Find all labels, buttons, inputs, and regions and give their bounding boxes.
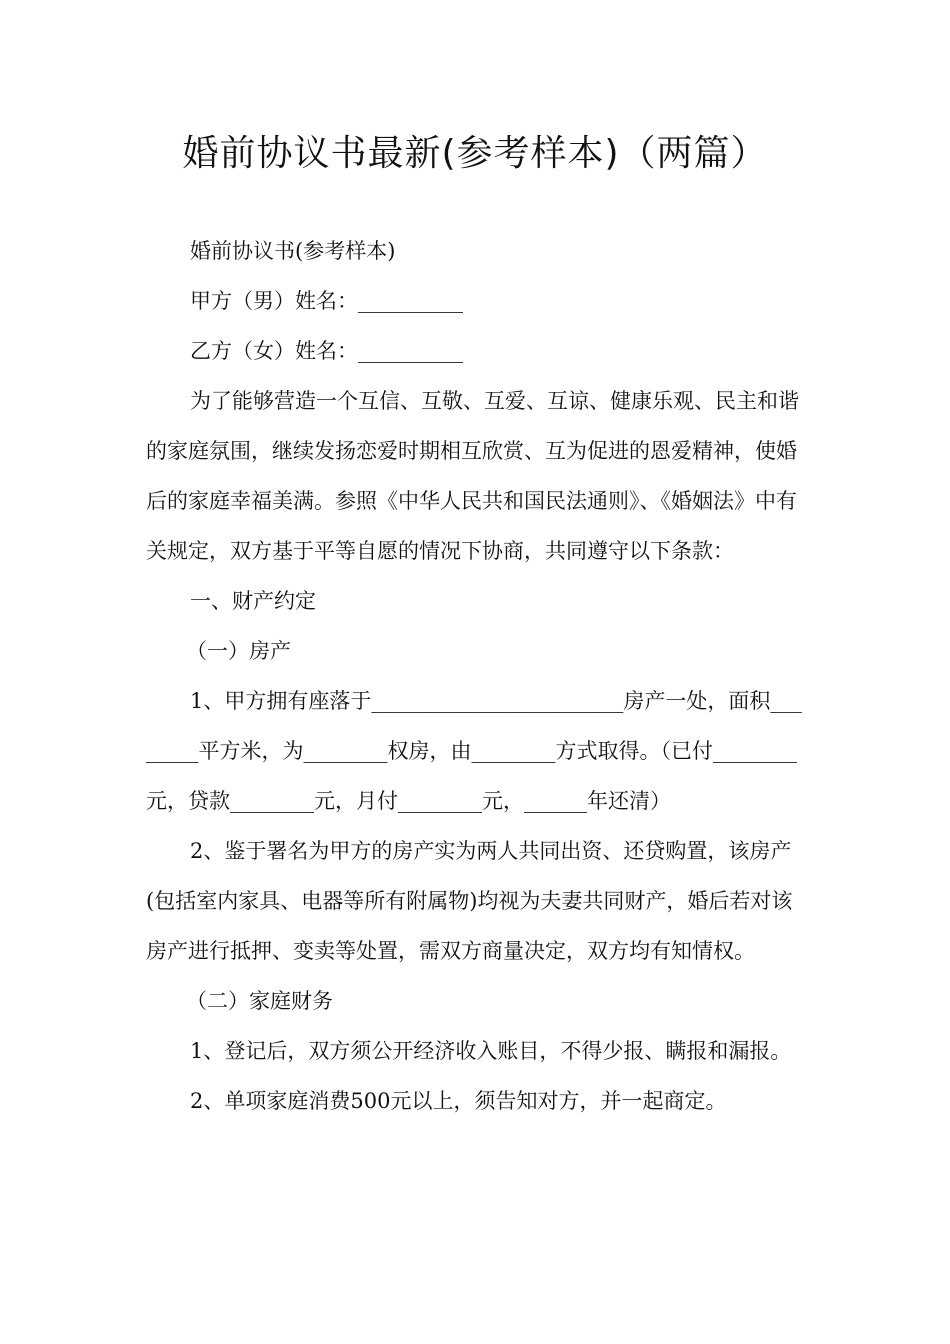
paragraph: 为了能够营造一个互信、互敬、互爱、互谅、健康乐观、民主和谐的家庭氛围，继续发扬恋爱时期相互欣赏、互为促进的恩爱精神，使婚后的家庭幸福美满。参照《中华人民共和国民法通则》、《婚姻法》中有关规定，双方基于平等自愿的情况下协商，共同遵守以下条款： (146, 389, 799, 563)
document-body (146, 226, 810, 1126)
paragraph: （二）家庭财务 (186, 989, 333, 1013)
paragraph: 1、甲方拥有座落于________________________房产一处，面积________平方米，为________权房，由________方式取得。（已付________元，贷款________元，月付________元，______年还清） (146, 689, 802, 813)
paragraph: 甲方（男）姓名：__________ (190, 289, 463, 313)
paragraph: （一）房产 (186, 639, 291, 663)
paragraph: 2、鉴于署名为甲方的房产实为两人共同出资、还贷购置，该房产(包括室内家具、电器等所有附属物)均视为夫妻共同财产，婚后若对该房产进行抵押、变卖等处置，需双方商量决定，双方均有知情权。 (146, 839, 793, 963)
paragraph: 乙方（女）姓名：__________ (190, 339, 463, 363)
paragraph: 一、财产约定 (190, 589, 316, 613)
paragraph: 1、登记后，双方须公开经济收入账目，不得少报、瞒报和漏报。 (190, 1039, 792, 1063)
paragraph: 2、单项家庭消费500元以上，须告知对方，并一起商定。 (190, 1089, 727, 1113)
paragraph: 婚前协议书(参考样本) (190, 239, 396, 263)
document-title: 婚前协议书最新(参考样本)（两篇） (182, 133, 768, 174)
